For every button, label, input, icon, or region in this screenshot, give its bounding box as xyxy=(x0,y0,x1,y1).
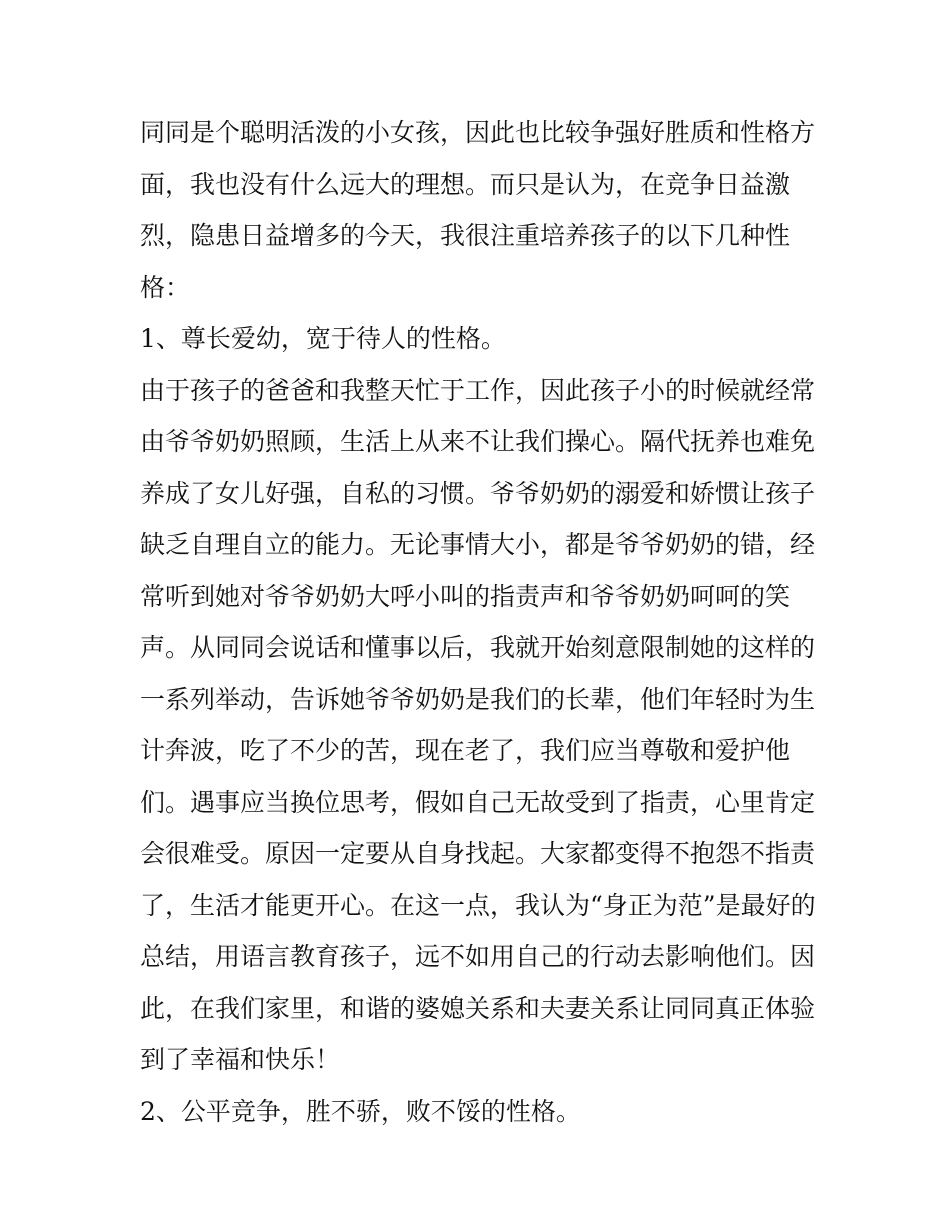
text-line-10: 常听到她对爷爷奶奶大呼小叫的指责声和爷爷奶奶呵呵的笑 xyxy=(140,581,791,611)
text-line-3: 烈，隐患日益增多的今天，我很注重培养孩子的以下几种性 xyxy=(140,221,791,250)
section-heading-1: 1、尊长爱幼，宽于待人的性格。 xyxy=(140,324,506,353)
text-line-9: 缺乏自理自立的能力。无论事情大小，都是爷爷奶奶的错，经 xyxy=(140,530,816,559)
text-line-13: 计奔波，吃了不少的苦，现在老了，我们应当尊敬和爱护他 xyxy=(140,736,791,765)
text-line-16: 了，生活才能更开心。在这一点，我认为“身正为范”是最好的 xyxy=(140,890,816,920)
text-line-6: 由于孩子的爸爸和我整天忙于工作，因此孩子小的时候就经常 xyxy=(140,375,816,405)
text-line-1: 同同是个聪明活泼的小女孩，因此也比较争强好胜质和性格方 xyxy=(140,118,816,147)
text-line-12: 一系列举动，告诉她爷爷奶奶是我们的长辈，他们年轻时为生 xyxy=(140,684,816,714)
text-line-2: 面，我也没有什么远大的理想。而只是认为，在竞争日益激 xyxy=(140,169,791,199)
text-line-11: 声。从同同会说话和懂事以后，我就开始刻意限制她的这样的 xyxy=(140,633,816,662)
text-line-4: 格： xyxy=(140,272,191,302)
text-line-19: 到了幸福和快乐！ xyxy=(140,1045,341,1074)
text-line-15: 会很难受。原因一定要从自身找起。大家都变得不抱怨不指责 xyxy=(140,839,816,868)
text-line-14: 们。遇事应当换位思考，假如自己无故受到了指责，心里肯定 xyxy=(140,787,816,817)
text-line-17: 总结，用语言教育孩子，远不如用自己的行动去影响他们。因 xyxy=(140,942,816,971)
text-line-8: 养成了女儿好强，自私的习惯。爷爷奶奶的溺爱和娇惯让孩子 xyxy=(140,478,816,508)
body-text xyxy=(140,107,820,1137)
text-line-18: 此，在我们家里，和谐的婆媳关系和夫妻关系让同同真正体验 xyxy=(140,993,816,1023)
section-heading-2: 2、公平竞争，胜不骄，败不馁的性格。 xyxy=(140,1096,581,1126)
text-line-7: 由爷爷奶奶照顾，生活上从来不让我们操心。隔代抚养也难免 xyxy=(140,427,816,456)
